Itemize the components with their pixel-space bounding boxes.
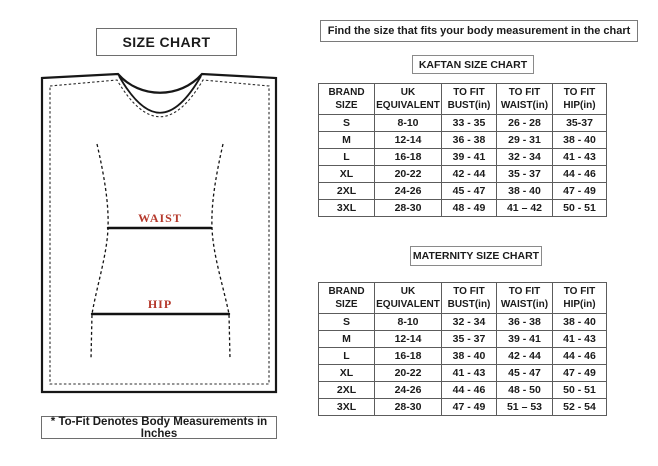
kaftan-size-table [318, 83, 607, 217]
table-cell: 38 - 40 [553, 132, 607, 149]
table-cell: L [319, 348, 375, 365]
table-cell: 47 - 49 [442, 399, 497, 416]
table-row [319, 382, 607, 399]
table-cell: 41 – 42 [497, 200, 553, 217]
table-cell: 24-26 [375, 183, 442, 200]
table-cell: 52 - 54 [553, 399, 607, 416]
table-cell: 12-14 [375, 331, 442, 348]
table-row [319, 399, 607, 416]
table-cell: 50 - 51 [553, 200, 607, 217]
body-silhouette-left [91, 144, 108, 359]
table-row [319, 149, 607, 166]
neckline-inner-curve [119, 76, 201, 113]
header-row [319, 283, 607, 314]
footnote: * To-Fit Denotes Body Measurements in Inches [41, 416, 277, 439]
table-cell: 35 - 37 [442, 331, 497, 348]
table-cell: 33 - 35 [442, 115, 497, 132]
column-header: BRAND SIZE [319, 283, 375, 314]
kaftan-garment-diagram [35, 63, 285, 403]
table-cell: 48 - 50 [497, 382, 553, 399]
table-cell: 3XL [319, 200, 375, 217]
table-cell: 45 - 47 [497, 365, 553, 382]
table-cell: 12-14 [375, 132, 442, 149]
table-row [319, 166, 607, 183]
table-row [319, 365, 607, 382]
column-header: UK EQUIVALENT [375, 283, 442, 314]
table-cell: 45 - 47 [442, 183, 497, 200]
table-row [319, 200, 607, 217]
table-cell: S [319, 314, 375, 331]
table-cell: 2XL [319, 183, 375, 200]
table-cell: 16-18 [375, 348, 442, 365]
table-cell: 2XL [319, 382, 375, 399]
instruction-banner: Find the size that fits your body measurement in the chart [320, 20, 638, 42]
table-cell: 42 - 44 [497, 348, 553, 365]
table-cell: 32 - 34 [442, 314, 497, 331]
table-cell: 28-30 [375, 200, 442, 217]
table-cell: 44 - 46 [442, 382, 497, 399]
table-cell: 32 - 34 [497, 149, 553, 166]
table-cell: 41 - 43 [553, 149, 607, 166]
maternity-size-table [318, 282, 607, 416]
table-cell: 51 – 53 [497, 399, 553, 416]
column-header: BRAND SIZE [319, 84, 375, 115]
table-cell: 20-22 [375, 365, 442, 382]
table-cell: 41 - 43 [553, 331, 607, 348]
hip-label: HIP [147, 297, 173, 311]
table-cell: 39 - 41 [442, 149, 497, 166]
table-cell: 44 - 46 [553, 348, 607, 365]
table-cell: 39 - 41 [497, 331, 553, 348]
table-cell: 38 - 40 [497, 183, 553, 200]
table-cell: M [319, 132, 375, 149]
table-cell: L [319, 149, 375, 166]
maternity-table-title: MATERNITY SIZE CHART [410, 246, 542, 266]
table-cell: 24-26 [375, 382, 442, 399]
table-cell: 20-22 [375, 166, 442, 183]
table-cell: 41 - 43 [442, 365, 497, 382]
kaftan-table-title: KAFTAN SIZE CHART [412, 55, 534, 74]
table-cell: XL [319, 365, 375, 382]
table-cell: 50 - 51 [553, 382, 607, 399]
seam-dotted-line [50, 80, 269, 384]
table-cell: 8-10 [375, 314, 442, 331]
table-cell: 36 - 38 [442, 132, 497, 149]
table-cell: 3XL [319, 399, 375, 416]
column-header: UK EQUIVALENT [375, 84, 442, 115]
table-cell: 38 - 40 [553, 314, 607, 331]
page-title: SIZE CHART [96, 28, 237, 56]
table-cell: 48 - 49 [442, 200, 497, 217]
table-cell: 29 - 31 [497, 132, 553, 149]
table-row [319, 348, 607, 365]
header-row [319, 84, 607, 115]
table-cell: M [319, 331, 375, 348]
table-cell: 35 - 37 [497, 166, 553, 183]
table-cell: 36 - 38 [497, 314, 553, 331]
table-cell: 44 - 46 [553, 166, 607, 183]
table-cell: S [319, 115, 375, 132]
garment-outline [42, 74, 276, 392]
column-header: TO FIT BUST(in) [442, 84, 497, 115]
table-cell: 35-37 [553, 115, 607, 132]
body-silhouette-right [212, 144, 230, 359]
table-cell: 8-10 [375, 115, 442, 132]
table-cell: 38 - 40 [442, 348, 497, 365]
column-header: TO FIT BUST(in) [442, 283, 497, 314]
table-row [319, 331, 607, 348]
table-row [319, 183, 607, 200]
column-header: TO FIT HIP(in) [553, 84, 607, 115]
table-cell: 26 - 28 [497, 115, 553, 132]
table-cell: 47 - 49 [553, 365, 607, 382]
table-row [319, 115, 607, 132]
table-cell: 28-30 [375, 399, 442, 416]
table-cell: XL [319, 166, 375, 183]
table-row [319, 314, 607, 331]
table-cell: 42 - 44 [442, 166, 497, 183]
table-cell: 47 - 49 [553, 183, 607, 200]
table-row [319, 132, 607, 149]
table-cell: 16-18 [375, 149, 442, 166]
column-header: TO FIT HIP(in) [553, 283, 607, 314]
column-header: TO FIT WAIST(in) [497, 84, 553, 115]
waist-label: WAIST [138, 211, 182, 225]
column-header: TO FIT WAIST(in) [497, 283, 553, 314]
